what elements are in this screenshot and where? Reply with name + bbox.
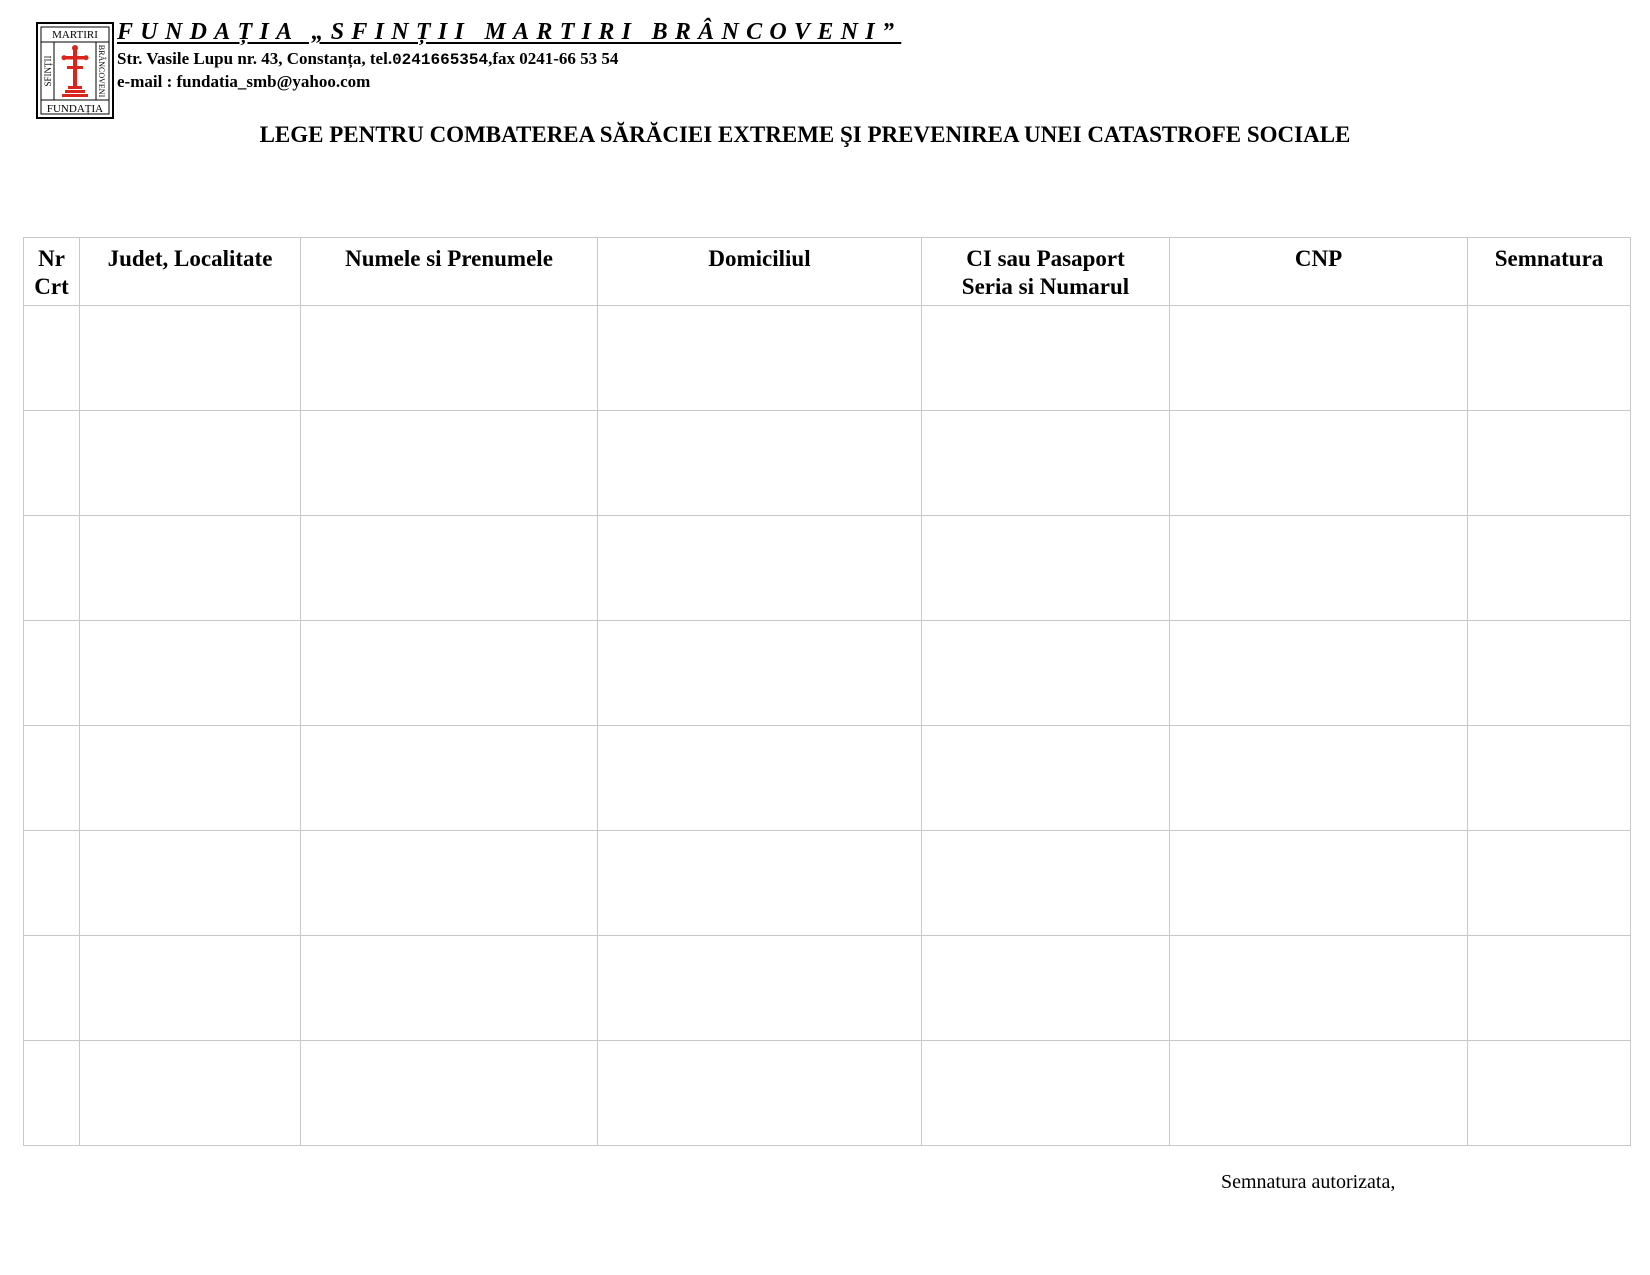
cell-nume-prenume[interactable] [301,726,598,831]
organization-address [117,49,618,69]
cell-nume-prenume[interactable] [301,411,598,516]
cell-cnp[interactable] [1170,831,1468,936]
table-row [24,621,1631,726]
cell-semnatura[interactable] [1468,936,1631,1041]
table-row [24,726,1631,831]
cell-semnatura[interactable] [1468,516,1631,621]
cell-cnp[interactable] [1170,1041,1468,1146]
logo-left-text: SFINȚII [43,55,53,87]
cell-domiciliul[interactable] [598,726,922,831]
cell-judet-localitate[interactable] [80,306,301,411]
cell-judet-localitate[interactable] [80,1041,301,1146]
column-header-nr-crt: Nr Crt [24,238,80,306]
logo-bottom-text: FUNDAȚIA [46,103,104,115]
cell-judet-localitate[interactable] [80,411,301,516]
column-header-ci-pasaport: CI sau Pasaport Seria si Numarul [922,238,1170,306]
cell-semnatura[interactable] [1468,831,1631,936]
cell-domiciliul[interactable] [598,621,922,726]
column-header-semnatura: Semnatura [1468,238,1631,306]
table-row [24,1041,1631,1146]
document-title: LEGE PENTRU COMBATEREA SĂRĂCIEI EXTREME ŞI PREVENIREA UNEI CATASTROFE SOCIALE [259,122,1351,147]
column-header-judet-localitate: Judet, Localitate [80,238,301,306]
table-row [24,411,1631,516]
cell-cnp[interactable] [1170,726,1468,831]
table-row [24,831,1631,936]
cell-nume-prenume[interactable] [301,1041,598,1146]
foundation-logo [36,22,114,119]
cell-nr-crt[interactable] [24,516,80,621]
cell-semnatura[interactable] [1468,411,1631,516]
signature-table [23,237,1631,1146]
column-header-domiciliul: Domiciliul [598,238,922,306]
cell-nume-prenume[interactable] [301,936,598,1041]
cell-nume-prenume[interactable] [301,306,598,411]
cell-semnatura[interactable] [1468,306,1631,411]
cell-ci-pasaport[interactable] [922,936,1170,1041]
cell-domiciliul[interactable] [598,411,922,516]
table-row [24,936,1631,1041]
logo-top-text: MARTIRI [52,29,98,41]
address-suffix: ,fax 0241-66 53 54 [488,49,619,68]
table-body [24,306,1631,1146]
cell-ci-pasaport[interactable] [922,306,1170,411]
authorized-signature-label: Semnatura autorizata, [1221,1171,1396,1193]
cell-nr-crt[interactable] [24,936,80,1041]
cell-judet-localitate[interactable] [80,936,301,1041]
cell-domiciliul[interactable] [598,1041,922,1146]
cell-ci-pasaport[interactable] [922,516,1170,621]
cell-nr-crt[interactable] [24,831,80,936]
cell-semnatura[interactable] [1468,1041,1631,1146]
cell-ci-pasaport[interactable] [922,726,1170,831]
cell-cnp[interactable] [1170,516,1468,621]
cell-nr-crt[interactable] [24,411,80,516]
cell-judet-localitate[interactable] [80,516,301,621]
cell-ci-pasaport[interactable] [922,411,1170,516]
cell-domiciliul[interactable] [598,306,922,411]
cell-semnatura[interactable] [1468,621,1631,726]
cell-cnp[interactable] [1170,306,1468,411]
cell-semnatura[interactable] [1468,726,1631,831]
address-prefix: Str. Vasile Lupu nr. 43, Constanța, tel. [117,49,393,68]
cell-cnp[interactable] [1170,411,1468,516]
cell-ci-pasaport[interactable] [922,1041,1170,1146]
cell-judet-localitate[interactable] [80,726,301,831]
cell-nr-crt[interactable] [24,306,80,411]
cell-nr-crt[interactable] [24,1041,80,1146]
cell-ci-pasaport[interactable] [922,831,1170,936]
table-row [24,516,1631,621]
cell-domiciliul[interactable] [598,936,922,1041]
cell-cnp[interactable] [1170,936,1468,1041]
cell-nr-crt[interactable] [24,726,80,831]
table-row [24,306,1631,411]
cell-cnp[interactable] [1170,621,1468,726]
cell-judet-localitate[interactable] [80,831,301,936]
cell-judet-localitate[interactable] [80,621,301,726]
cell-nume-prenume[interactable] [301,831,598,936]
cell-nume-prenume[interactable] [301,621,598,726]
cell-domiciliul[interactable] [598,516,922,621]
cell-domiciliul[interactable] [598,831,922,936]
table-header-row [24,238,1631,306]
column-header-nume-prenume: Numele si Prenumele [301,238,598,306]
column-header-cnp: CNP [1170,238,1468,306]
cell-nr-crt[interactable] [24,621,80,726]
cell-ci-pasaport[interactable] [922,621,1170,726]
phone-number: 0241665354 [392,51,489,69]
cell-nume-prenume[interactable] [301,516,598,621]
organization-name: FUNDAȚIA „SFINȚII MARTIRI BRÂNCOVENI” [117,19,902,45]
logo-right-text: BRÂNCOVENI [97,44,106,98]
organization-email: e-mail : fundatia_smb@yahoo.com [117,72,371,91]
